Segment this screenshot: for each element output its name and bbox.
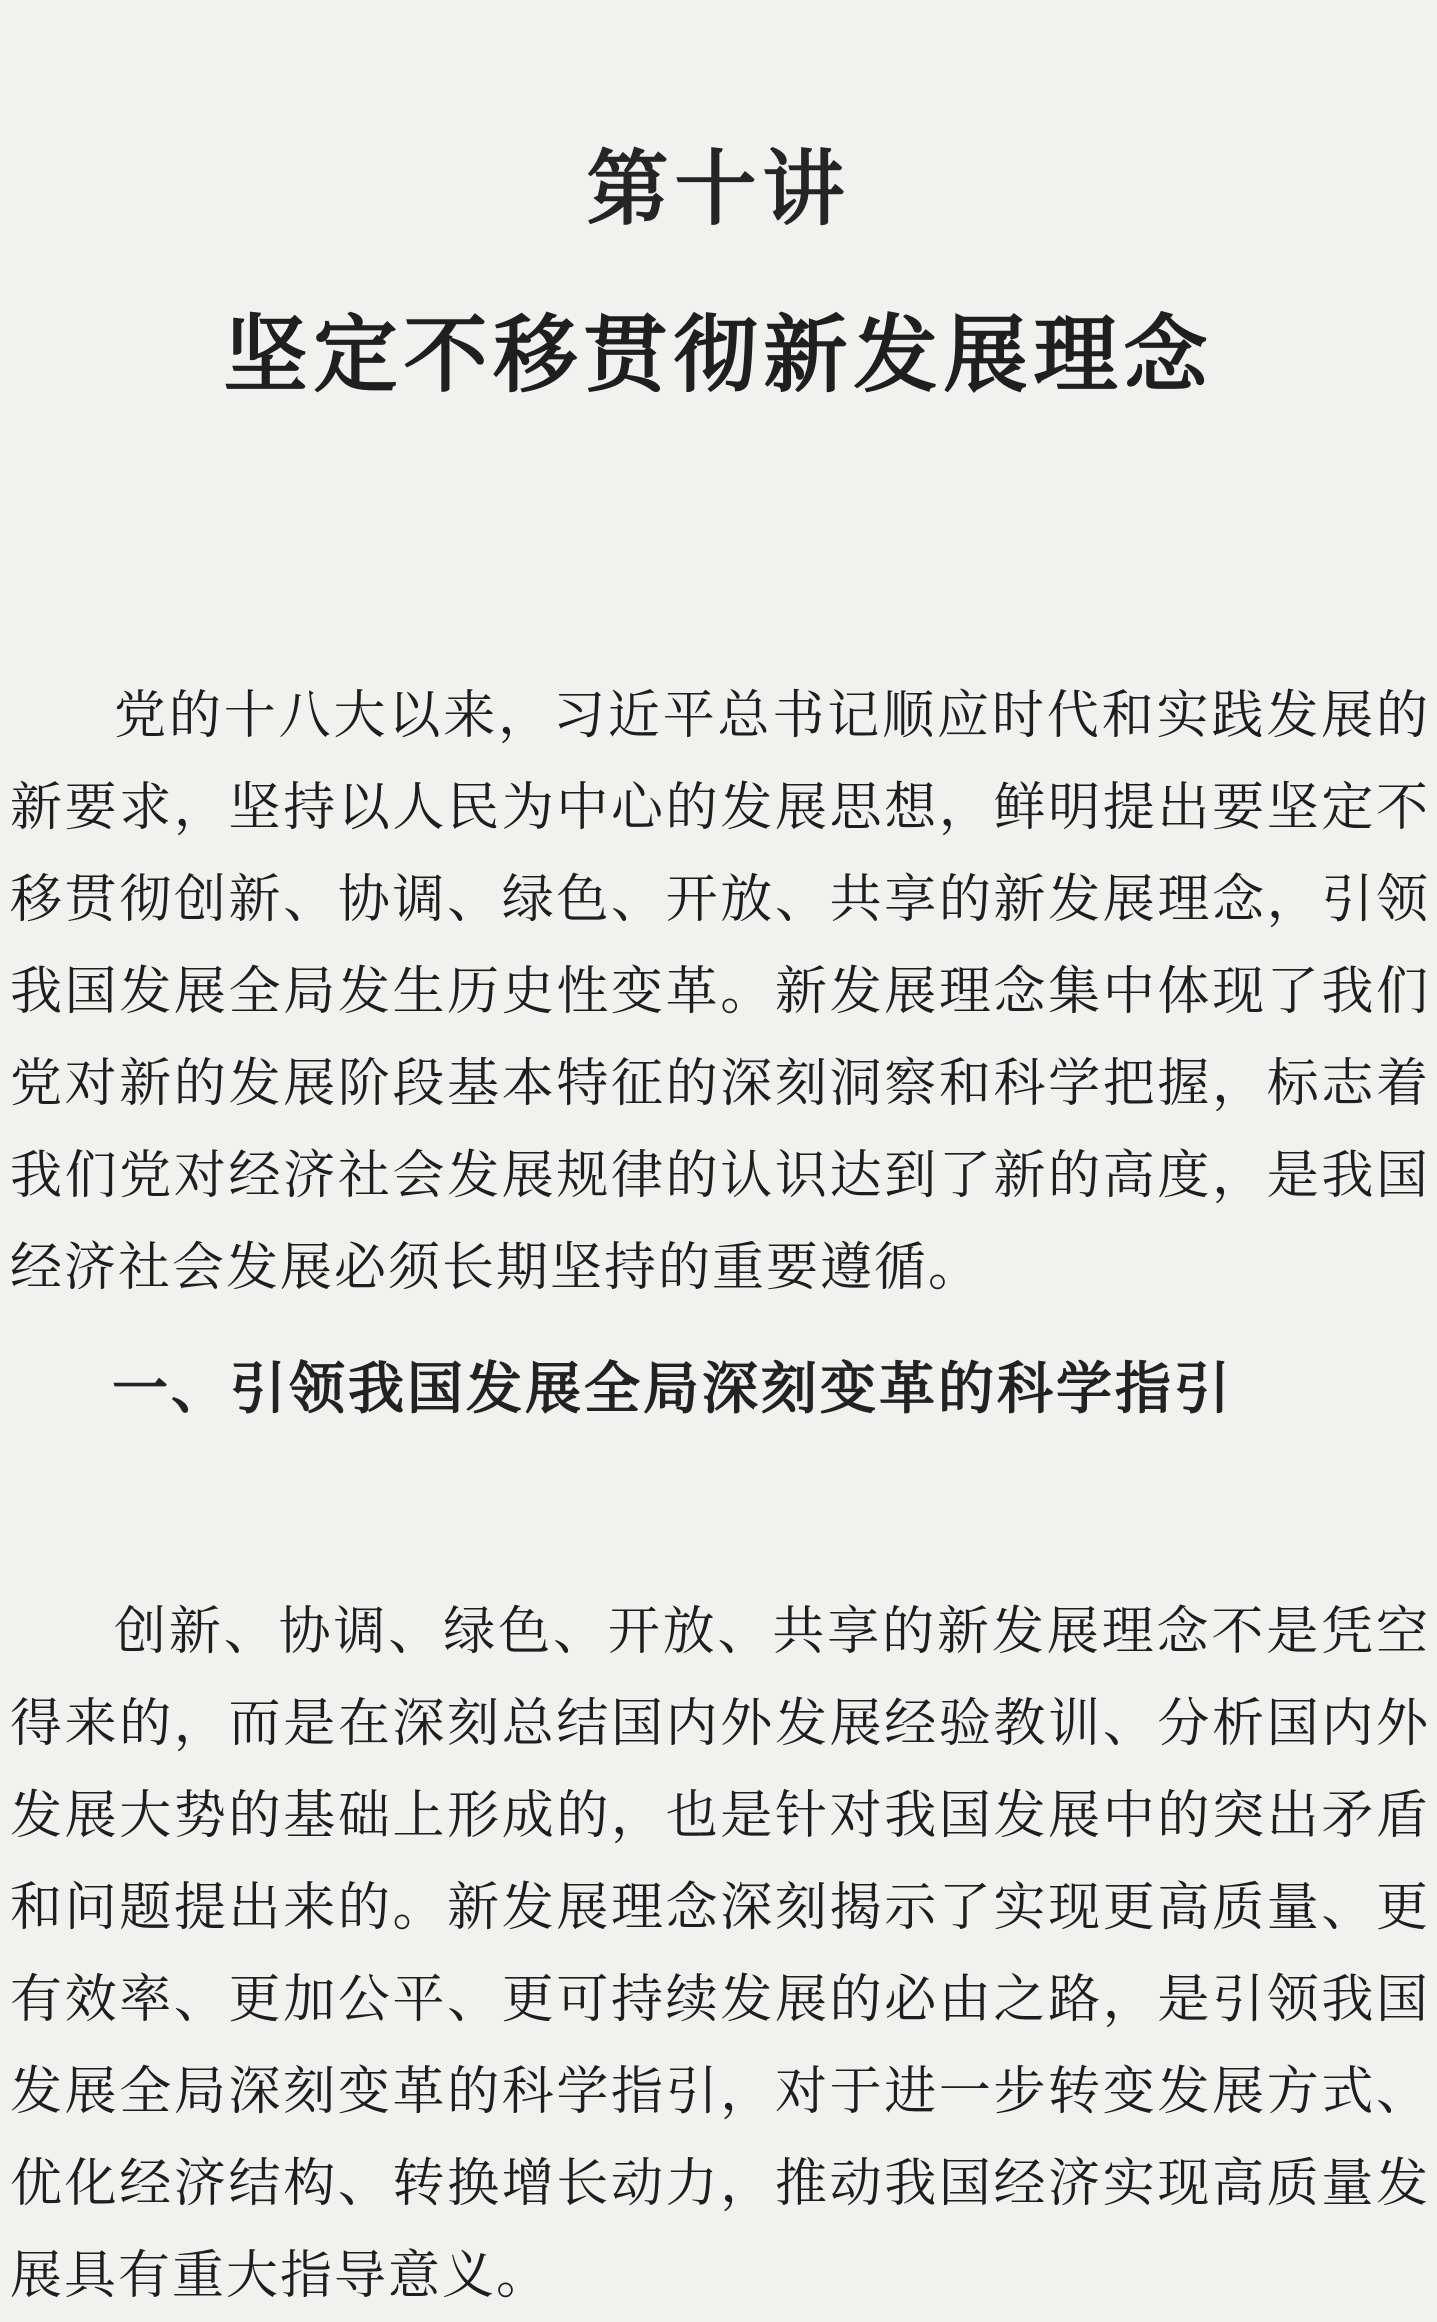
intro-paragraph: 党的十八大以来，习近平总书记顺应时代和实践发展的新要求，坚持以人民为中心的发展思想，鲜明提出要坚定不移贯彻创新、协调、绿色、开放、共享的新发展理念，引领我国发展全局发生历史性变革。新发展理念集中体现了我们党对新的发展阶段基本特征的深刻洞察和科学把握，标志着我们党对经济社会发展规律的认识达到了新的高度，是我国经济社会发展必须长期坚持的重要遵循。 xyxy=(10,686,1430,1298)
lecture-number: 第十讲 xyxy=(586,142,851,237)
lecture-title: 坚定不移贯彻新发展理念 xyxy=(223,306,1214,404)
section-paragraph: 创新、协调、绿色、开放、共享的新发展理念不是凭空得来的，而是在深刻总结国内外发展经验教训、分析国内外发展大势的基础上形成的，也是针对我国发展中的突出矛盾和问题提出来的。新发展理念深刻揭示了实现更高质量、更有效率、更加公平、更可持续发展的必由之路，是引领我国发展全局深刻变革的科学指引，对于进一步转变发展方式、优化经济结构、转换增长动力，推动我国经济实现高质量发展具有重大指导意义。 xyxy=(10,1602,1430,2306)
section-heading: 一、引领我国发展全局深刻变革的科学指引 xyxy=(112,1357,1233,1422)
